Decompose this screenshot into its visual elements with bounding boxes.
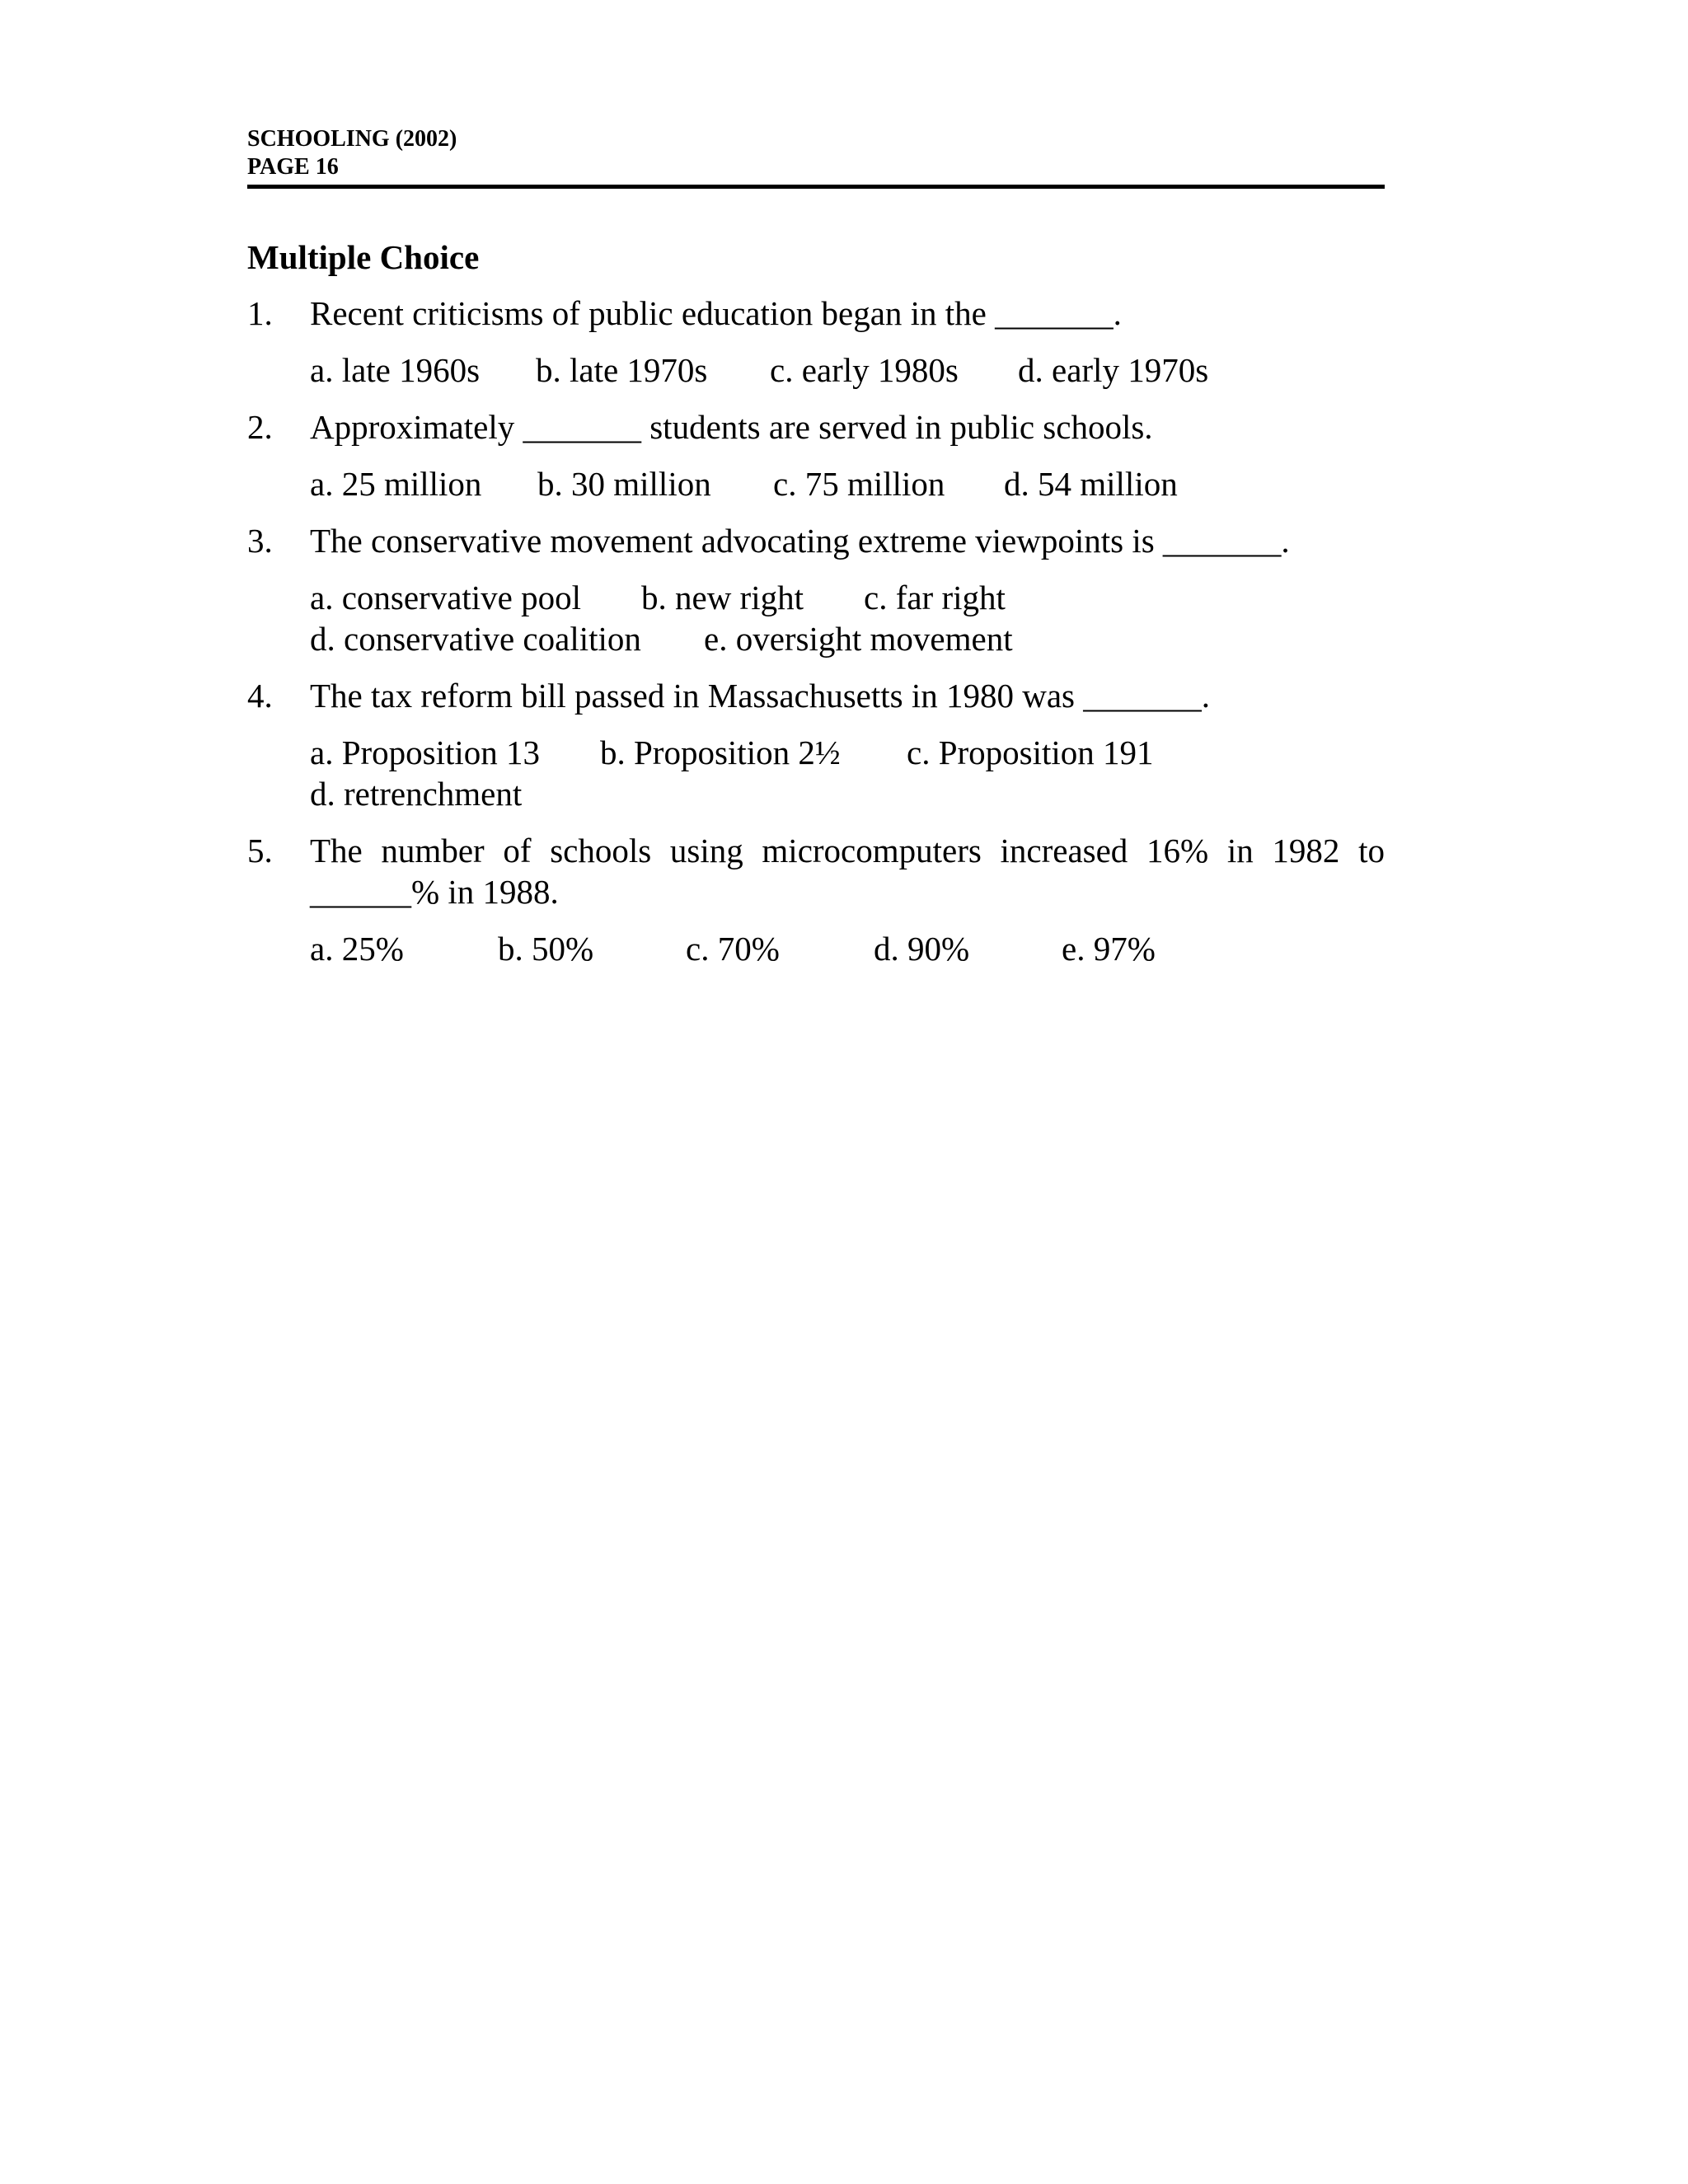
answer-option: d. 54 million xyxy=(1004,465,1178,503)
answer-option: c. 70% xyxy=(686,930,780,968)
question-text: The conservative movement advocating extreme viewpoints is _______. xyxy=(310,522,1290,560)
answer-option: d. retrenchment xyxy=(310,775,523,813)
answer-option: c. 75 million xyxy=(773,465,945,503)
answer-option: c. far right xyxy=(864,579,1006,616)
answer-option: a. conservative pool xyxy=(310,579,582,616)
question-number: 1. xyxy=(247,294,273,332)
section-title: Multiple Choice xyxy=(247,238,480,276)
question-number: 3. xyxy=(247,522,273,560)
question-text: The number of schools using microcomputers increased 16% in 1982 to xyxy=(310,832,1385,869)
answer-option: c. early 1980s xyxy=(770,351,959,389)
answer-option: e. 97% xyxy=(1062,930,1156,968)
answer-option: b. late 1970s xyxy=(536,351,708,389)
answer-option: b. Proposition 2½ xyxy=(600,733,841,771)
answer-option: d. early 1970s xyxy=(1018,351,1209,389)
answer-option: b. 50% xyxy=(498,930,594,968)
question-text: Recent criticisms of public education began in the _______. xyxy=(310,294,1122,332)
question-number: 4. xyxy=(247,677,273,715)
header-title: SCHOOLING (2002) xyxy=(247,126,457,152)
question-text: The tax reform bill passed in Massachusetts in 1980 was _______. xyxy=(310,677,1211,715)
question-text: Approximately _______ students are served in public schools. xyxy=(310,408,1153,446)
answer-option: a. 25% xyxy=(310,930,404,968)
answer-option: b. 30 million xyxy=(537,465,711,503)
header-rule xyxy=(247,185,1385,189)
answer-option: a. Proposition 13 xyxy=(310,733,541,771)
answer-option: a. 25 million xyxy=(310,465,482,503)
header-page-number: PAGE 16 xyxy=(247,154,339,180)
answer-option: d. conservative coalition xyxy=(310,620,641,658)
answer-option: a. late 1960s xyxy=(310,351,481,389)
answer-option: d. 90% xyxy=(874,930,970,968)
answer-option: e. oversight movement xyxy=(704,620,1013,658)
answer-option: c. Proposition 191 xyxy=(907,733,1154,771)
question-text-continued: ______% in 1988. xyxy=(310,873,559,911)
question-number: 2. xyxy=(247,408,273,446)
answer-option: b. new right xyxy=(641,579,804,616)
page-header xyxy=(247,125,1385,181)
question-number: 5. xyxy=(247,832,273,869)
